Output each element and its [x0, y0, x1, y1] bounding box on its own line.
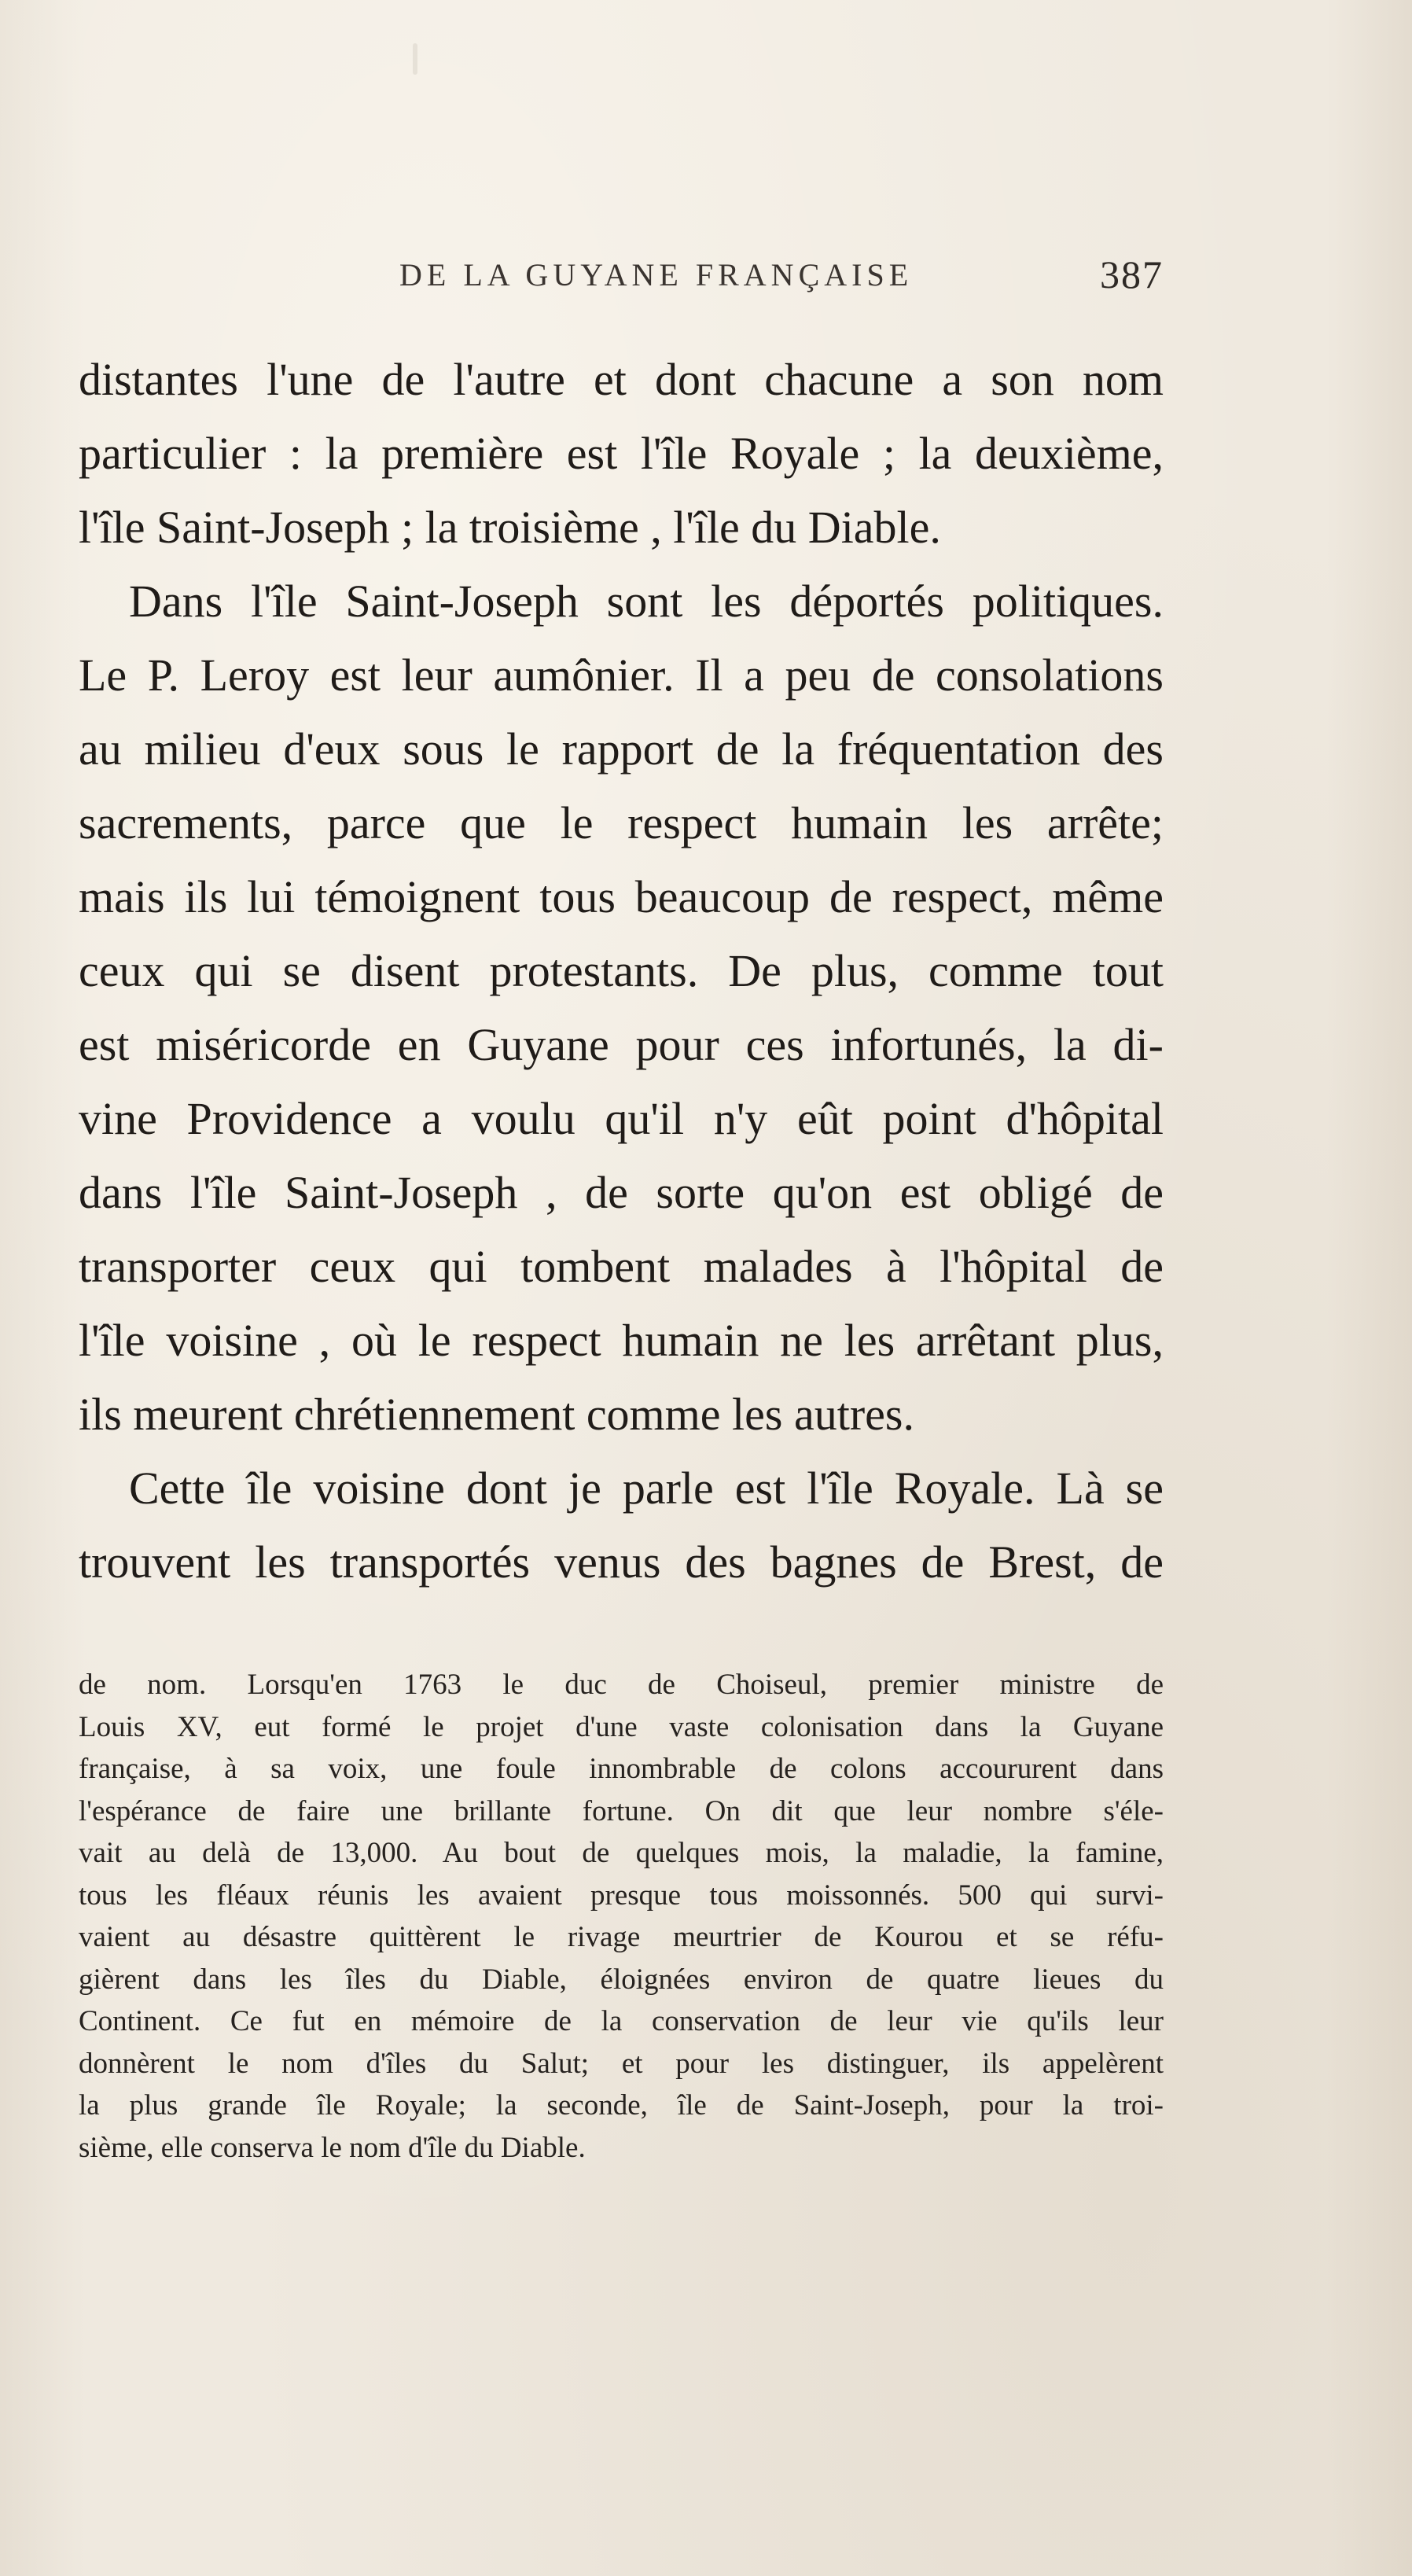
text-line: trouvent les transportés venus des bagnes de Brest, de	[79, 1536, 1164, 1588]
footnote-line: Continent. Ce fut en mémoire de la conservation de leur vie qu'ils leur	[79, 2005, 1164, 2037]
text-line: Dans l'île Saint-Joseph sont les déportés politiques.	[129, 576, 1164, 627]
text-line: ils meurent chrétiennement comme les autres.	[79, 1389, 914, 1440]
page-blemish	[413, 43, 417, 75]
footnote-line: tous les fléaux réunis les avaient presque tous moissonnés. 500 qui survi-	[79, 1879, 1164, 1912]
text-line: l'île voisine , où le respect humain ne les arrêtant plus,	[79, 1315, 1164, 1366]
text-line: particulier : la première est l'île Royale ; la deuxième,	[79, 428, 1164, 479]
text-line: dans l'île Saint-Joseph , de sorte qu'on est obligé de	[79, 1167, 1164, 1218]
text-line: Cette île voisine dont je parle est l'île Royale. Là se	[129, 1463, 1164, 1514]
text-line: l'île Saint-Joseph ; la troisième , l'île du Diable.	[79, 502, 941, 553]
footnote-line: la plus grande île Royale; la seconde, île de Saint-Joseph, pour la troi-	[79, 2089, 1164, 2122]
footnote-line: sième, elle conserva le nom d'île du Diable.	[79, 2131, 586, 2164]
text-line: est miséricorde en Guyane pour ces infortunés, la di-	[79, 1019, 1164, 1070]
text-line: Le P. Leroy est leur aumônier. Il a peu de consolations	[79, 650, 1164, 701]
text-line: au milieu d'eux sous le rapport de la fréquentation des	[79, 723, 1164, 775]
footnote-line: l'espérance de faire une brillante fortune. On dit que leur nombre s'éle-	[79, 1794, 1164, 1827]
page-number: 387	[1100, 252, 1164, 296]
main-text	[79, 343, 1164, 1599]
text-line: transporter ceux qui tombent malades à l'hôpital de	[79, 1241, 1164, 1292]
running-head	[79, 252, 1164, 304]
text-line: ceux qui se disent protestants. De plus, comme tout	[79, 945, 1164, 996]
footnote-line: donnèrent le nom d'îles du Salut; et pour les distinguer, ils appelèrent	[79, 2047, 1164, 2080]
footnote	[79, 1664, 1164, 2169]
text-line: sacrements, parce que le respect humain les arrête;	[79, 797, 1164, 848]
running-title: DE LA GUYANE FRANÇAISE	[399, 257, 914, 293]
footnote-line: vait au delà de 13,000. Au bout de quelques mois, la maladie, la famine,	[79, 1837, 1164, 1869]
footnote-line: vaient au désastre quittèrent le rivage meurtrier de Kourou et se réfu-	[79, 1921, 1164, 1953]
footnote-line: Louis XV, eut formé le projet d'une vaste colonisation dans la Guyane	[79, 1710, 1164, 1743]
footnote-line: française, à sa voix, une foule innombrable de colons accoururent dans	[79, 1753, 1164, 1785]
footnote-line: gièrent dans les îles du Diable, éloignées environ de quatre lieues du	[79, 1963, 1164, 1996]
text-line: distantes l'une de l'autre et dont chacune a son nom	[79, 354, 1164, 405]
text-line: vine Providence a voulu qu'il n'y eût point d'hôpital	[79, 1093, 1164, 1144]
text-line: mais ils lui témoignent tous beaucoup de respect, même	[79, 871, 1164, 922]
footnote-line: de nom. Lorsqu'en 1763 le duc de Choiseul, premier ministre de	[79, 1669, 1164, 1701]
